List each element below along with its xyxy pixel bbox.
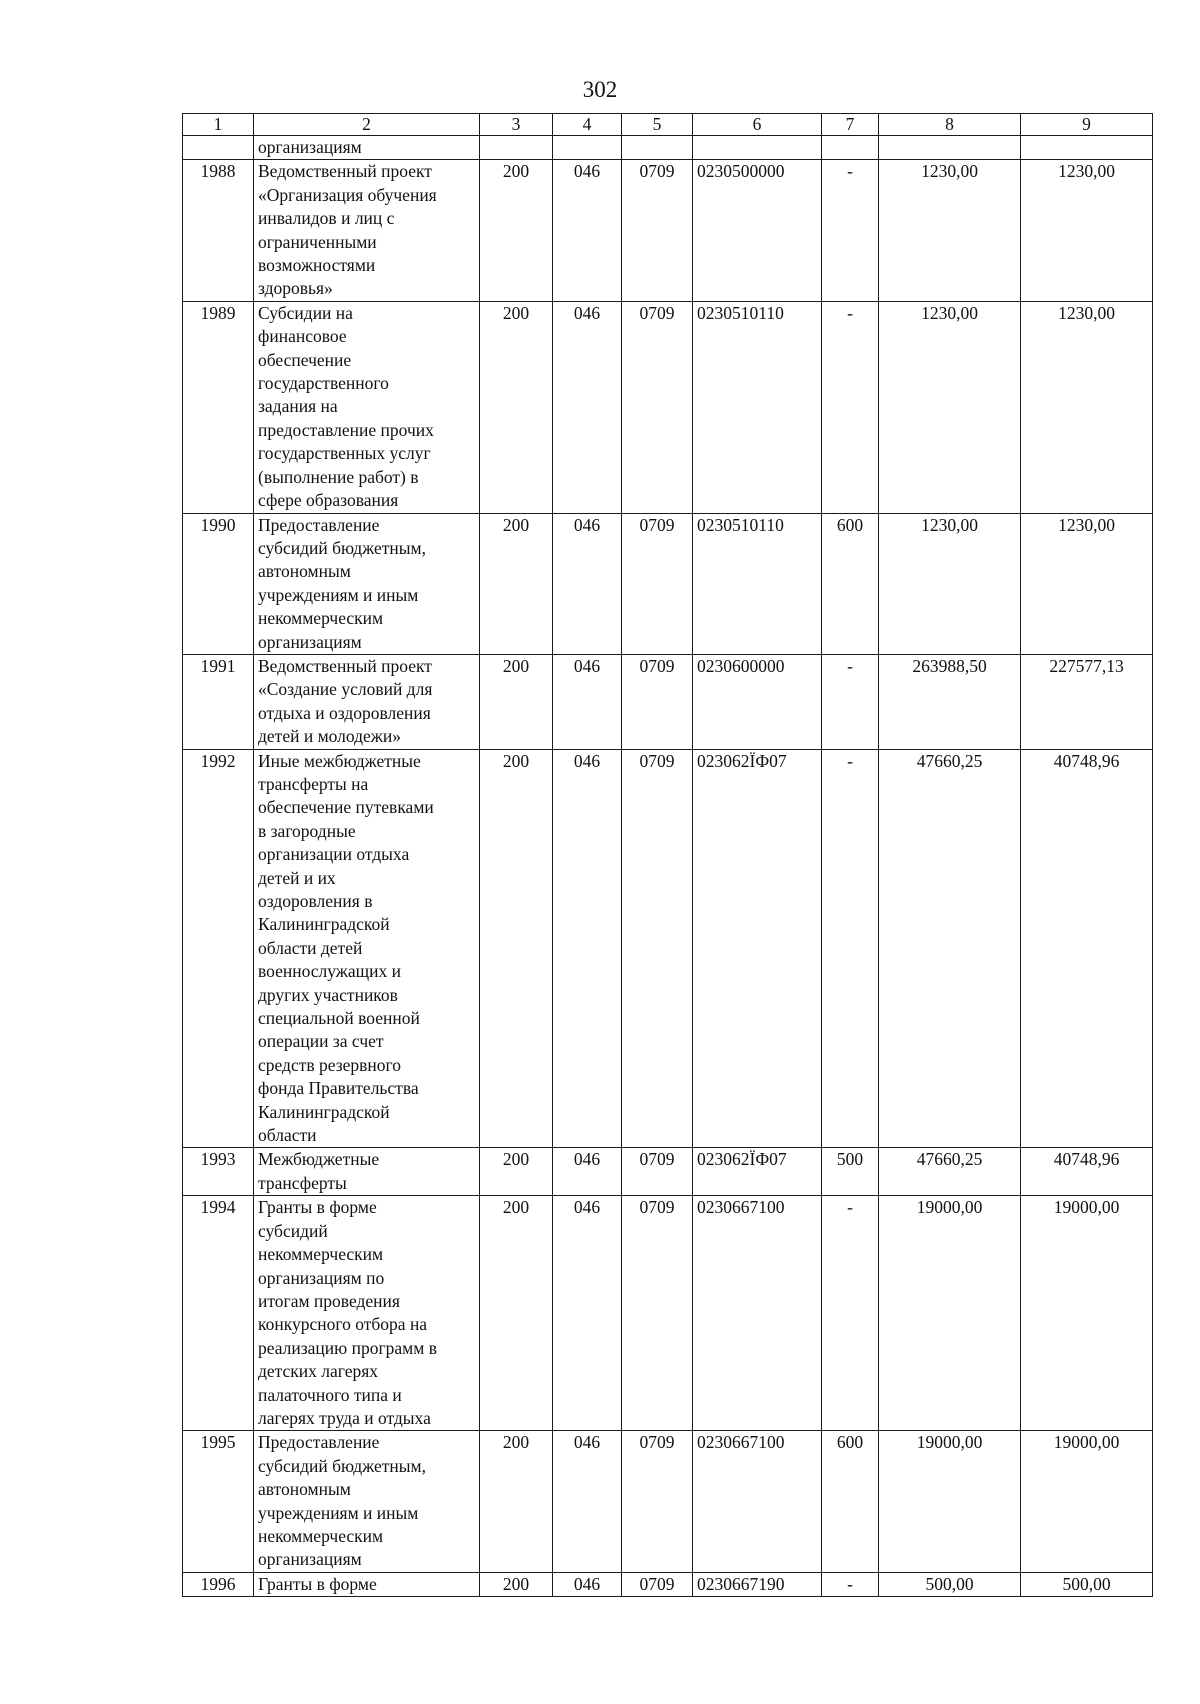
row-name-line: Ведомственный проект bbox=[258, 655, 432, 676]
column-number: 3 bbox=[480, 114, 553, 136]
row-name-line: Ведомственный проект bbox=[258, 161, 432, 182]
amount-year-1: 19000,00 bbox=[879, 1431, 1021, 1572]
row-name-line: Предоставление bbox=[258, 514, 380, 535]
row-name-line: военнослужащих и bbox=[258, 961, 401, 982]
amount-year-1: 1230,00 bbox=[879, 301, 1021, 513]
department-code: 046 bbox=[553, 1431, 622, 1572]
continuation-row bbox=[183, 136, 1153, 160]
row-name-line: организациям по bbox=[258, 1267, 385, 1288]
row-name-line: детей и молодежи» bbox=[258, 726, 402, 747]
row-name-line: обеспечение путевками bbox=[258, 797, 434, 818]
target-article-code: 0230667190 bbox=[693, 1572, 822, 1596]
table-row bbox=[183, 749, 1153, 1148]
column-number: 7 bbox=[822, 114, 879, 136]
row-name-line: субсидий бюджетным, bbox=[258, 537, 426, 558]
row-name-line: специальной военной bbox=[258, 1008, 420, 1029]
expense-type-code: 600 bbox=[822, 513, 879, 654]
row-name-line: Субсидии на bbox=[258, 302, 353, 323]
row-name-line: здоровья» bbox=[258, 278, 333, 299]
chapter-code: 200 bbox=[480, 513, 553, 654]
row-name-line: области детей bbox=[258, 937, 363, 958]
department-code: 046 bbox=[553, 654, 622, 749]
expense-type-code: - bbox=[822, 654, 879, 749]
amount-year-1: 1230,00 bbox=[879, 160, 1021, 301]
column-number: 5 bbox=[622, 114, 693, 136]
target-article-code: 0230667100 bbox=[693, 1431, 822, 1572]
section-code: 0709 bbox=[622, 654, 693, 749]
row-name-line: отдыха и оздоровления bbox=[258, 702, 431, 723]
row-name-line: «Организация обучения bbox=[258, 184, 437, 205]
row-name-line: учреждениям и иным bbox=[258, 1502, 419, 1523]
row-name-line: средств резервного bbox=[258, 1054, 402, 1075]
row-name-line: детских лагерях bbox=[258, 1361, 379, 1382]
table-row bbox=[183, 1148, 1153, 1196]
row-name bbox=[254, 160, 480, 301]
amount-year-2: 40748,96 bbox=[1021, 1148, 1153, 1196]
department-code: 046 bbox=[553, 1148, 622, 1196]
row-name-line: учреждениям и иным bbox=[258, 584, 419, 605]
amount-year-1: 47660,25 bbox=[879, 1148, 1021, 1196]
row-name-line: (выполнение работ) в bbox=[258, 466, 419, 487]
row-name-line: Гранты в форме bbox=[258, 1197, 377, 1218]
chapter-code: 200 bbox=[480, 1572, 553, 1596]
table-body bbox=[183, 114, 1153, 1597]
row-name-line: палаточного типа и bbox=[258, 1384, 402, 1405]
row-name-line: трансферты bbox=[258, 1172, 347, 1193]
target-article-code: 0230510110 bbox=[693, 513, 822, 654]
table-row bbox=[183, 160, 1153, 301]
amount-year-2: 40748,96 bbox=[1021, 749, 1153, 1148]
row-name bbox=[254, 1431, 480, 1572]
row-name-line: возможностями bbox=[258, 255, 376, 276]
row-number: 1989 bbox=[183, 301, 254, 513]
page-number: 302 bbox=[582, 77, 618, 102]
amount-year-2: 19000,00 bbox=[1021, 1196, 1153, 1431]
section-code: 0709 bbox=[622, 513, 693, 654]
expense-type-code: 500 bbox=[822, 1148, 879, 1196]
row-name-line: лагерях труда и отдыха bbox=[258, 1407, 431, 1428]
department-code: 046 bbox=[553, 160, 622, 301]
row-name-line: финансовое bbox=[258, 326, 347, 347]
row-name-line: организациям bbox=[258, 631, 362, 652]
table-row bbox=[183, 1572, 1153, 1596]
row-name-line: трансферты на bbox=[258, 773, 369, 794]
row-number-cell bbox=[183, 136, 254, 160]
row-name bbox=[254, 749, 480, 1148]
row-name-line: автономным bbox=[258, 561, 351, 582]
row-name-line: реализацию программ в bbox=[258, 1337, 437, 1358]
continuation-text: организациям bbox=[254, 136, 480, 160]
amount-year-2: 227577,13 bbox=[1021, 654, 1153, 749]
section-code: 0709 bbox=[622, 749, 693, 1148]
row-name-line: детей и их bbox=[258, 867, 336, 888]
row-name bbox=[254, 654, 480, 749]
amount-year-2: 1230,00 bbox=[1021, 160, 1153, 301]
column-number: 9 bbox=[1021, 114, 1153, 136]
chapter-code: 200 bbox=[480, 1431, 553, 1572]
row-name-line: предоставление прочих bbox=[258, 419, 434, 440]
department-code: 046 bbox=[553, 301, 622, 513]
row-name-line: Межбюджетные bbox=[258, 1149, 380, 1170]
row-name-line: задания на bbox=[258, 396, 338, 417]
amount-year-1: 47660,25 bbox=[879, 749, 1021, 1148]
table-row bbox=[183, 1196, 1153, 1431]
target-article-code: 023062ЇФ07 bbox=[693, 749, 822, 1148]
expense-type-code: - bbox=[822, 1196, 879, 1431]
amount-year-1: 500,00 bbox=[879, 1572, 1021, 1596]
section-code: 0709 bbox=[622, 1148, 693, 1196]
budget-table bbox=[182, 113, 1153, 1597]
table-row bbox=[183, 301, 1153, 513]
row-name-line: организациям bbox=[258, 1549, 362, 1570]
row-number: 1992 bbox=[183, 749, 254, 1148]
row-name-line: сфере образования bbox=[258, 490, 399, 511]
row-number: 1996 bbox=[183, 1572, 254, 1596]
section-code: 0709 bbox=[622, 1196, 693, 1431]
row-number: 1995 bbox=[183, 1431, 254, 1572]
row-name-line: операции за счет bbox=[258, 1031, 384, 1052]
row-name-line: оздоровления в bbox=[258, 891, 373, 911]
expense-type-code: - bbox=[822, 301, 879, 513]
column-number: 1 bbox=[183, 114, 254, 136]
section-code: 0709 bbox=[622, 1572, 693, 1596]
expense-type-code: - bbox=[822, 749, 879, 1148]
row-name-line: автономным bbox=[258, 1479, 351, 1500]
row-name-line: конкурсного отбора на bbox=[258, 1314, 428, 1335]
row-name-line: итогам проведения bbox=[258, 1290, 400, 1311]
expense-type-code: - bbox=[822, 1572, 879, 1596]
row-name bbox=[254, 513, 480, 654]
chapter-code: 200 bbox=[480, 1148, 553, 1196]
row-name-line: организации отдыха bbox=[258, 844, 410, 865]
row-name-line: Предоставление bbox=[258, 1432, 380, 1453]
amount-year-2: 19000,00 bbox=[1021, 1431, 1153, 1572]
section-code: 0709 bbox=[622, 160, 693, 301]
row-name-line: некоммерческим bbox=[258, 608, 384, 629]
amount-year-2: 1230,00 bbox=[1021, 513, 1153, 654]
amount-year-2: 500,00 bbox=[1021, 1572, 1153, 1596]
row-name bbox=[254, 1572, 480, 1596]
chapter-code: 200 bbox=[480, 1196, 553, 1431]
section-code: 0709 bbox=[622, 301, 693, 513]
row-name-line: некоммерческим bbox=[258, 1244, 384, 1265]
department-code: 046 bbox=[553, 749, 622, 1148]
row-name-line: ограниченными bbox=[258, 231, 377, 252]
column-number: 6 bbox=[693, 114, 822, 136]
target-article-code: 0230600000 bbox=[693, 654, 822, 749]
department-code: 046 bbox=[553, 1196, 622, 1431]
row-name-line: субсидий bbox=[258, 1220, 328, 1241]
row-name-line: некоммерческим bbox=[258, 1525, 384, 1546]
row-name-line: других участников bbox=[258, 984, 398, 1005]
row-name-line: области bbox=[258, 1125, 317, 1146]
target-article-code: 0230667100 bbox=[693, 1196, 822, 1431]
table-row bbox=[183, 654, 1153, 749]
column-number: 2 bbox=[254, 114, 480, 136]
row-name-line: Иные межбюджетные bbox=[258, 750, 421, 771]
chapter-code: 200 bbox=[480, 654, 553, 749]
chapter-code: 200 bbox=[480, 160, 553, 301]
table-row bbox=[183, 513, 1153, 654]
row-name-line: Калининградской bbox=[258, 1101, 390, 1122]
row-name-line: государственного bbox=[258, 373, 389, 394]
column-number-row bbox=[183, 114, 1153, 136]
section-code: 0709 bbox=[622, 1431, 693, 1572]
row-name-line: Калининградской bbox=[258, 914, 390, 935]
row-name-line: инвалидов и лиц с bbox=[258, 208, 395, 229]
row-name-line: субсидий бюджетным, bbox=[258, 1455, 426, 1476]
row-name-line: «Создание условий для bbox=[258, 679, 433, 700]
row-name-line: фонда Правительства bbox=[258, 1078, 419, 1099]
row-name-line: в загородные bbox=[258, 820, 356, 841]
department-code: 046 bbox=[553, 1572, 622, 1596]
row-number: 1991 bbox=[183, 654, 254, 749]
amount-year-1: 263988,50 bbox=[879, 654, 1021, 749]
target-article-code: 0230500000 bbox=[693, 160, 822, 301]
chapter-code: 200 bbox=[480, 301, 553, 513]
row-number: 1990 bbox=[183, 513, 254, 654]
row-name-line: государственных услуг bbox=[258, 443, 431, 464]
row-name bbox=[254, 1196, 480, 1431]
amount-year-1: 1230,00 bbox=[879, 513, 1021, 654]
row-name bbox=[254, 1148, 480, 1196]
target-article-code: 023062ЇФ07 bbox=[693, 1148, 822, 1196]
expense-type-code: 600 bbox=[822, 1431, 879, 1572]
row-number: 1993 bbox=[183, 1148, 254, 1196]
row-number: 1994 bbox=[183, 1196, 254, 1431]
column-number: 8 bbox=[879, 114, 1021, 136]
row-number: 1988 bbox=[183, 160, 254, 301]
row-name-line: обеспечение bbox=[258, 349, 352, 370]
row-name bbox=[254, 301, 480, 513]
table-row bbox=[183, 1431, 1153, 1572]
chapter-code: 200 bbox=[480, 749, 553, 1148]
department-code: 046 bbox=[553, 513, 622, 654]
target-article-code: 0230510110 bbox=[693, 301, 822, 513]
expense-type-code: - bbox=[822, 160, 879, 301]
amount-year-1: 19000,00 bbox=[879, 1196, 1021, 1431]
row-name-line: Гранты в форме bbox=[258, 1573, 377, 1594]
amount-year-2: 1230,00 bbox=[1021, 301, 1153, 513]
column-number: 4 bbox=[553, 114, 622, 136]
